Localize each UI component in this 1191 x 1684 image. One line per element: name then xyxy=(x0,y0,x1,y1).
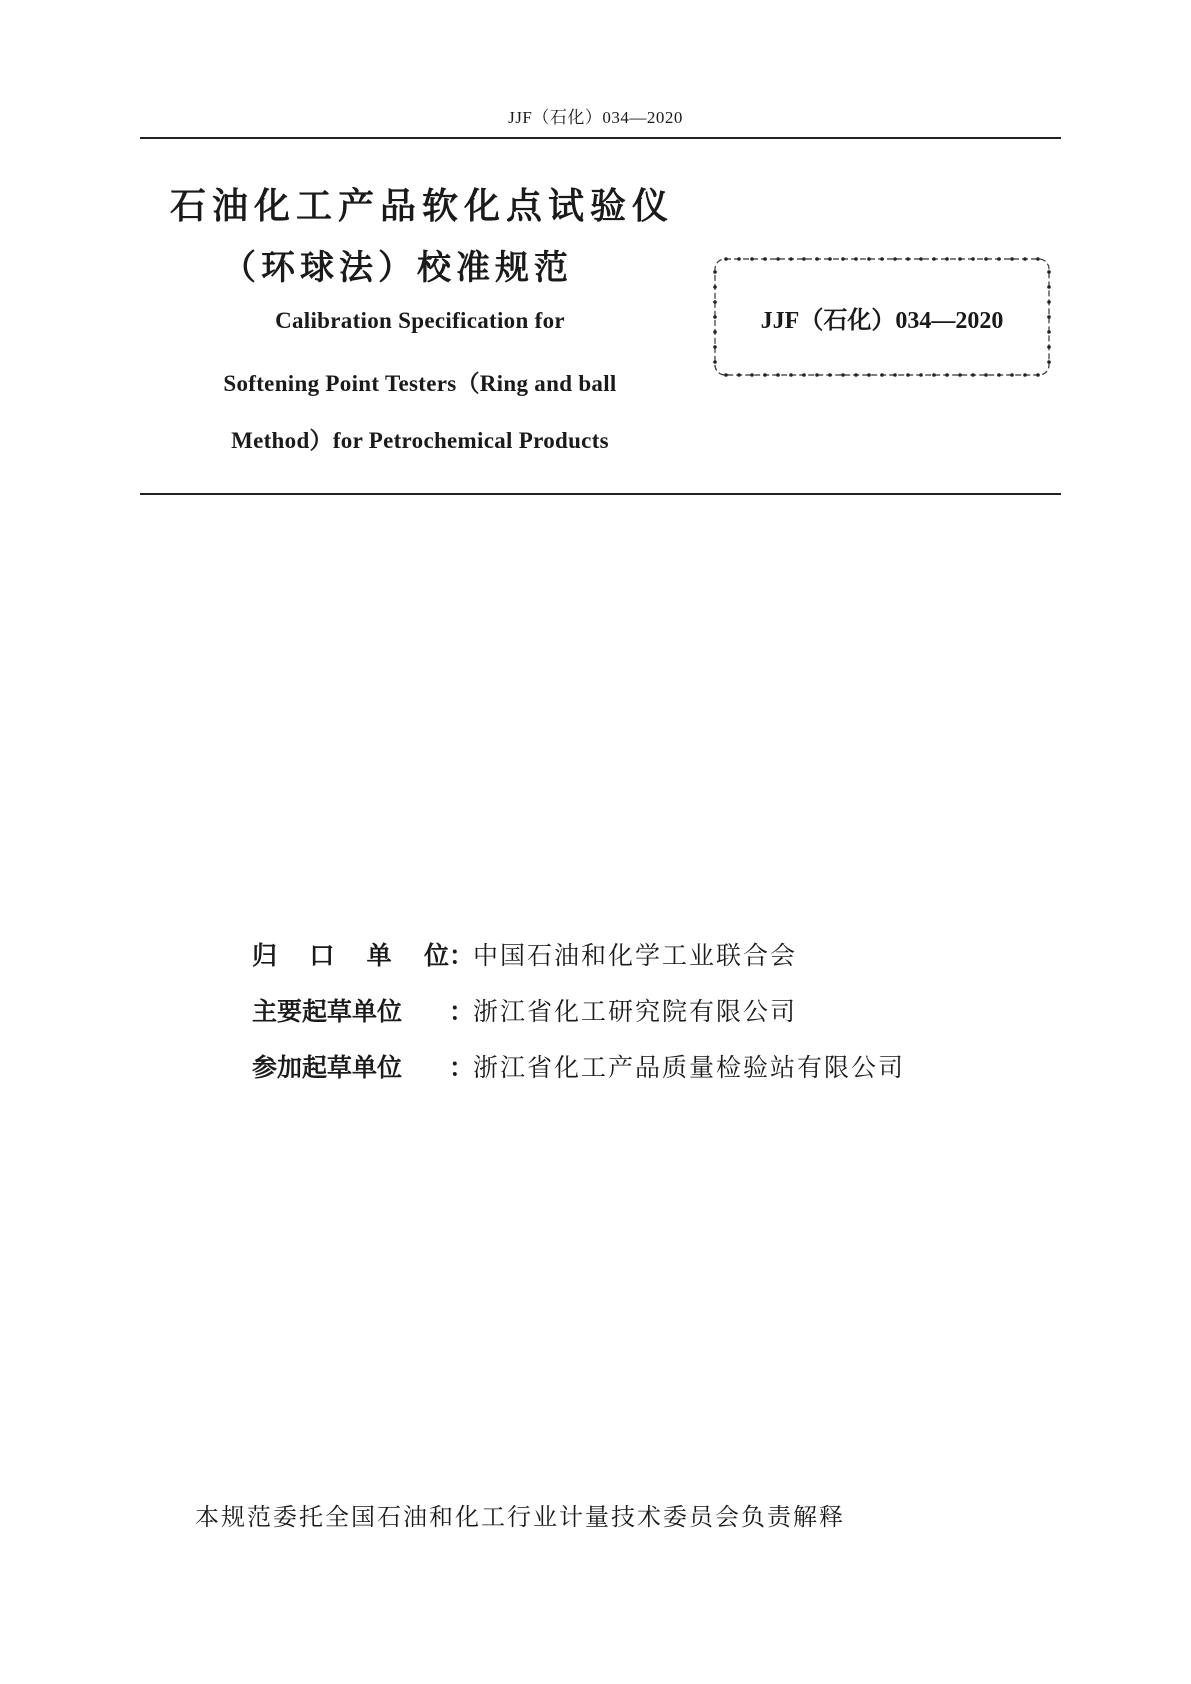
border-dot xyxy=(867,373,871,377)
border-dot xyxy=(867,257,871,261)
border-dot xyxy=(854,257,858,261)
org-label-char: 位 xyxy=(423,941,449,970)
border-dot xyxy=(880,257,884,261)
org-row-participating-drafter: 参加起草单位 ： 浙江省化工产品质量检验站有限公司 xyxy=(252,1038,905,1094)
border-dot xyxy=(906,257,910,261)
border-dot xyxy=(713,360,717,364)
border-dot xyxy=(750,373,754,377)
border-dot xyxy=(958,257,962,261)
border-dot xyxy=(841,257,845,261)
border-dot xyxy=(737,373,741,377)
border-dot xyxy=(945,257,949,261)
border-dot xyxy=(802,257,806,261)
title-chinese-line2: （环球法）校准规范 xyxy=(222,248,573,288)
border-dot xyxy=(906,373,910,377)
title-english-line3: Method）for Petrochemical Products xyxy=(231,428,609,453)
border-dot xyxy=(815,373,819,377)
org-row-main-drafter: 主要起草单位 ： 浙江省化工研究院有限公司 xyxy=(252,982,905,1038)
border-dot xyxy=(1047,285,1051,289)
border-dot xyxy=(750,257,754,261)
org-label-char: 归 xyxy=(252,941,278,970)
title-english-line1: Calibration Specification for xyxy=(275,308,565,333)
standard-code-box xyxy=(712,256,1052,378)
border-dot xyxy=(1010,373,1014,377)
border-dot xyxy=(776,257,780,261)
title-chinese-line1: 石油化工产品软化点试验仪 xyxy=(170,186,675,227)
org-label-char: 单 xyxy=(366,941,392,970)
border-dot xyxy=(984,257,988,261)
border-dot xyxy=(880,373,884,377)
border-dot xyxy=(997,257,1001,261)
border-dot xyxy=(1036,373,1040,377)
title-bottom-rule xyxy=(140,493,1061,495)
border-dot xyxy=(737,257,741,261)
border-dot xyxy=(802,373,806,377)
org-value: 浙江省化工研究院有限公司 xyxy=(473,997,798,1026)
border-dot xyxy=(932,257,936,261)
border-dot xyxy=(841,373,845,377)
border-dot xyxy=(932,373,936,377)
border-dot xyxy=(1047,345,1051,349)
border-dot xyxy=(1023,373,1027,377)
border-dot xyxy=(919,257,923,261)
border-dot xyxy=(713,345,717,349)
border-dot xyxy=(958,373,962,377)
border-dot xyxy=(815,257,819,261)
title-english-line2: Softening Point Testers（Ring and ball xyxy=(223,371,617,396)
border-dot xyxy=(724,373,728,377)
border-dot xyxy=(1010,257,1014,261)
border-dot xyxy=(893,373,897,377)
border-dot xyxy=(789,373,793,377)
border-dot xyxy=(1023,257,1027,261)
border-dot xyxy=(789,257,793,261)
border-dot xyxy=(1036,257,1040,261)
border-dot xyxy=(971,257,975,261)
interpretation-note: 本规范委托全国石油和化工行业计量技术委员会负责解释 xyxy=(195,1503,845,1531)
drafting-organizations xyxy=(252,926,905,1094)
border-dot xyxy=(713,285,717,289)
border-dot xyxy=(854,373,858,377)
border-dot xyxy=(828,373,832,377)
border-dot xyxy=(984,373,988,377)
border-dot xyxy=(724,257,728,261)
border-dot xyxy=(1047,270,1051,274)
running-header-code: JJF（石化）034—2020 xyxy=(508,108,683,127)
border-dot xyxy=(997,373,1001,377)
border-dot xyxy=(971,373,975,377)
org-row-centralized: 归 口 单 位 ： 中国石油和化学工业联合会 xyxy=(252,926,905,982)
border-dot xyxy=(763,373,767,377)
org-label: 主要起草单位 xyxy=(252,997,403,1026)
org-label xyxy=(252,936,449,972)
border-dot xyxy=(828,257,832,261)
border-dot xyxy=(893,257,897,261)
border-dot xyxy=(776,373,780,377)
border-dot xyxy=(763,257,767,261)
standard-code-text: JJF（石化）034—2020 xyxy=(760,308,1004,334)
org-label-char: 口 xyxy=(309,941,335,970)
org-value: 中国石油和化学工业联合会 xyxy=(473,941,798,970)
org-label: 参加起草单位 xyxy=(252,1053,403,1082)
border-dot xyxy=(1047,360,1051,364)
border-dot xyxy=(945,373,949,377)
border-dot xyxy=(919,373,923,377)
org-value: 浙江省化工产品质量检验站有限公司 xyxy=(473,1053,906,1082)
border-dot xyxy=(713,270,717,274)
header-rule xyxy=(140,137,1061,139)
